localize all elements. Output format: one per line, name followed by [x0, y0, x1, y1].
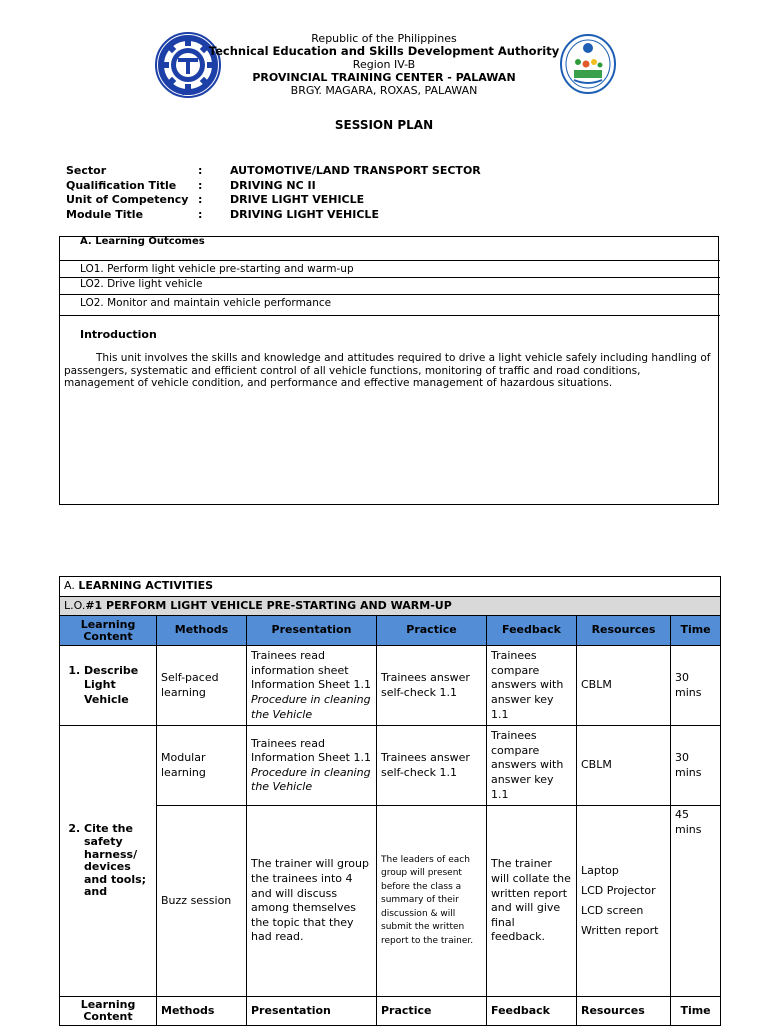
- column-header: Time: [671, 616, 721, 646]
- divider: [59, 294, 720, 295]
- resources-cell: [577, 806, 671, 997]
- presentation-italic-text: Procedure in cleaning the Vehicle: [251, 692, 371, 721]
- meta-label: Qualification Title: [66, 178, 177, 192]
- region-line: Region IV-B: [352, 58, 416, 71]
- meta-separator: :: [198, 164, 203, 177]
- resources-cell: CBLM: [577, 726, 671, 806]
- column-header: Methods: [157, 997, 247, 1026]
- learning-content-cell: [60, 646, 157, 726]
- meta-label: Module Title: [66, 207, 144, 221]
- meta-separator: :: [198, 207, 203, 221]
- meta-separator: :: [198, 193, 203, 207]
- learning-outcome-item: LO2. Monitor and maintain vehicle performance: [80, 297, 332, 309]
- column-header: Presentation: [247, 616, 377, 646]
- column-header-row-repeat: [60, 997, 721, 1026]
- column-header: Learning Content: [60, 997, 157, 1026]
- practice-cell: Trainees answer self-check 1.1: [377, 726, 487, 806]
- resources-cell: CBLM: [577, 646, 671, 726]
- presentation-cell: The trainer will group the trainees into 4 and will discuss among themselves the topic that they had read.: [247, 806, 377, 997]
- resource-item: LCD Projector: [581, 884, 656, 898]
- lo-prefix: L.O.: [64, 598, 86, 612]
- table-row: [60, 726, 721, 806]
- learning-outcome-item: LO2. Drive light vehicle: [80, 278, 203, 290]
- column-header: Feedback: [487, 616, 577, 646]
- column-header: Presentation: [247, 997, 377, 1026]
- meta-label: Sector: [66, 164, 107, 177]
- introduction-heading: Introduction: [80, 328, 157, 341]
- learning-content-item: 2. Cite the safety harness/ devices and tools; and: [84, 823, 152, 899]
- column-header-row: [60, 616, 721, 646]
- method-cell: Modular learning: [157, 726, 247, 806]
- meta-value: DRIVING NC II: [230, 178, 316, 192]
- learning-outcome-item: LO1. Perform light vehicle pre-starting and warm-up: [80, 263, 354, 275]
- column-header: Resources: [577, 997, 671, 1026]
- session-meta: [66, 164, 481, 222]
- learning-content-item: 1. Describe Light Vehicle: [84, 664, 152, 708]
- divider: [59, 260, 720, 261]
- learning-content-cell: [60, 726, 157, 997]
- method-cell: Buzz session: [157, 806, 247, 997]
- column-header: Learning Content: [60, 616, 157, 646]
- presentation-cell: [247, 726, 377, 806]
- lo-title: #1 PERFORM LIGHT VEHICLE PRE-STARTING AND WARM-UP: [85, 598, 452, 612]
- section-title: LEARNING ACTIVITIES: [78, 579, 214, 592]
- introduction-text: This unit involves the skills and knowledge and attitudes required to drive a light vehicle safely including handling of passengers, systematic and efficient control of all vehicle functions, monitoring of traffic and road conditions, management of vehicle condition, and performance and effective management of hazardous situations.: [64, 352, 711, 390]
- resource-item: Laptop: [581, 864, 619, 878]
- section-prefix: A.: [64, 579, 75, 592]
- presentation-cell: [247, 646, 377, 726]
- table-row: [60, 646, 721, 726]
- time-cell: 30 mins: [671, 726, 721, 806]
- divider: [59, 315, 720, 316]
- meta-row-module: [66, 208, 481, 223]
- meta-value: DRIVING LIGHT VEHICLE: [230, 207, 379, 221]
- feedback-cell: Trainees compare answers with answer key 1.1: [487, 726, 577, 806]
- feedback-cell: The trainer will collate the written report and will give final feedback.: [487, 806, 577, 997]
- resource-item: LCD screen: [581, 904, 644, 918]
- learning-outcomes-heading: A. Learning Outcomes: [80, 236, 205, 247]
- column-header: Practice: [377, 616, 487, 646]
- republic-line: Republic of the Philippines: [311, 32, 457, 45]
- meta-value: AUTOMOTIVE/LAND TRANSPORT SECTOR: [230, 164, 481, 177]
- resource-item: Written report: [581, 924, 659, 938]
- meta-label: Unit of Competency: [66, 193, 189, 207]
- time-cell: 45 mins: [671, 806, 721, 997]
- meta-row-sector: [66, 164, 481, 179]
- learning-activities-table: [59, 576, 721, 1026]
- meta-row-competency: [66, 193, 481, 208]
- table-row: [60, 806, 721, 997]
- presentation-text: Trainees read Information Sheet 1.1: [251, 736, 371, 765]
- practice-cell: The leaders of each group will present before the class a summary of their discussion & will submit the written report to the trainer.: [377, 806, 487, 997]
- feedback-cell: Trainees compare answers with answer key 1.1: [487, 646, 577, 726]
- page-title: SESSION PLAN: [334, 118, 434, 132]
- presentation-text: Trainees read information sheet Information Sheet 1.1: [251, 649, 371, 692]
- agency-name: Technical Education and Skills Development Authority: [208, 44, 560, 58]
- practice-cell: Trainees answer self-check 1.1: [377, 646, 487, 726]
- section-header-row: [60, 577, 721, 597]
- center-name: PROVINCIAL TRAINING CENTER - PALAWAN: [252, 71, 516, 84]
- time-cell: 30 mins: [671, 646, 721, 726]
- meta-row-qualification: [66, 179, 481, 194]
- column-header: Resources: [577, 616, 671, 646]
- address-line: BRGY. MAGARA, ROXAS, PALAWAN: [290, 84, 478, 97]
- column-header: Practice: [377, 997, 487, 1026]
- column-header: Feedback: [487, 997, 577, 1026]
- lo-header-row: [60, 596, 721, 616]
- column-header: Methods: [157, 616, 247, 646]
- svg-text:1994: 1994: [181, 91, 195, 97]
- method-cell: Self-paced learning: [157, 646, 247, 726]
- column-header: Time: [671, 997, 721, 1026]
- meta-separator: :: [198, 178, 203, 192]
- presentation-italic-text: Procedure in cleaning the Vehicle: [251, 765, 371, 794]
- meta-value: DRIVE LIGHT VEHICLE: [230, 193, 365, 207]
